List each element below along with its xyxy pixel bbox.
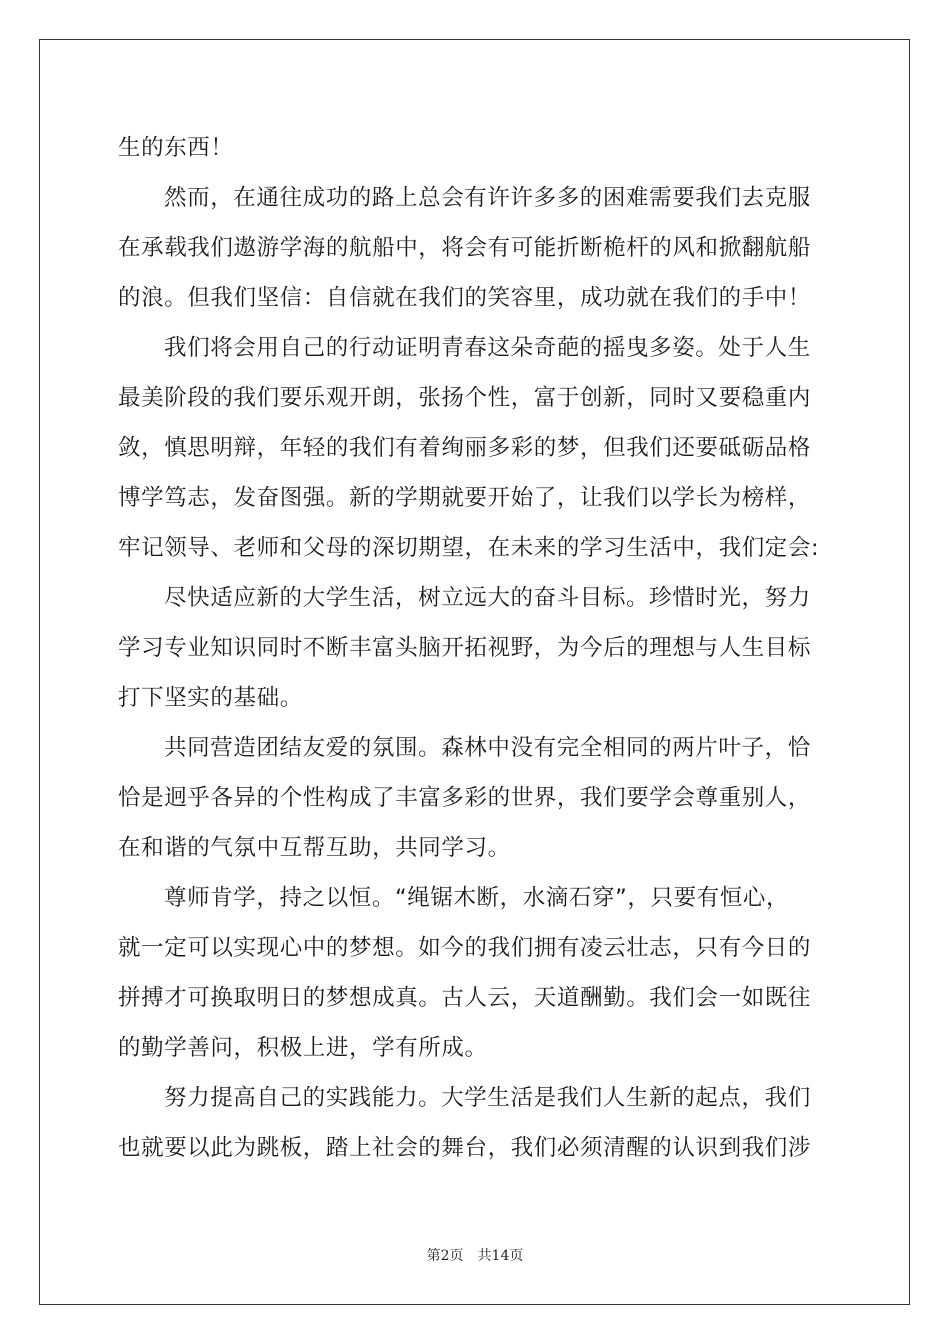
text-line: 敛，慎思明辩，年轻的我们有着绚丽多彩的梦，但我们还要砥砺品格 [118, 435, 812, 461]
text-line: 生的东西！ [118, 135, 234, 161]
text-line: 博学笃志，发奋图强。新的学期就要开始了，让我们以学长为榜样， [118, 485, 812, 511]
text-line: 牢记领导、老师和父母的深切期望，在未来的学习生活中，我们定会: [118, 535, 820, 561]
text-line: 的浪。但我们坚信：自信就在我们的笑容里，成功就在我们的手中！ [118, 285, 812, 311]
text-line: 努力提高自己的实践能力。大学生活是我们人生新的起点，我们 [164, 1085, 811, 1111]
page-total: 共14页 [477, 1248, 524, 1264]
text-line: 尽快适应新的大学生活，树立远大的奋斗目标。珍惜时光，努力 [164, 585, 811, 611]
text-line: 就一定可以实现心中的梦想。如今的我们拥有凌云壮志，只有今日的 [118, 935, 812, 961]
text-line: 共同营造团结友爱的氛围。森林中没有完全相同的两片叶子，恰 [164, 735, 811, 761]
text-line: 在承载我们遨游学海的航船中，将会有可能折断桅杆的风和掀翻航船 [118, 235, 812, 261]
text-line: 的勤学善问，积极上进，学有所成。 [118, 1035, 488, 1061]
page-border [39, 39, 910, 1305]
page-footer [0, 1245, 950, 1265]
text-line: 学习专业知识同时不断丰富头脑开拓视野，为今后的理想与人生目标 [118, 635, 812, 661]
text-line: 恰是迥乎各异的个性构成了丰富多彩的世界，我们要学会尊重别人， [118, 785, 812, 811]
text-line: 然而，在通往成功的路上总会有许许多多的困难需要我们去克服 [164, 185, 811, 211]
text-line: 在和谐的气氛中互帮互助，共同学习。 [118, 835, 511, 861]
text-line: 尊师肯学，持之以恒。“绳锯木断，水滴石穿”，只要有恒心， [164, 885, 790, 911]
text-line: 拼搏才可换取明日的梦想成真。古人云，天道酬勤。我们会一如既往 [118, 985, 812, 1011]
text-line: 我们将会用自己的行动证明青春这朵奇葩的摇曳多姿。处于人生 [164, 335, 811, 361]
text-line: 最美阶段的我们要乐观开朗，张扬个性，富于创新，同时又要稳重内 [118, 385, 812, 411]
page-number: 第2页 [426, 1248, 464, 1264]
text-line: 也就要以此为跳板，踏上社会的舞台，我们必须清醒的认识到我们涉 [118, 1135, 812, 1161]
text-line: 打下坚实的基础。 [118, 685, 303, 711]
